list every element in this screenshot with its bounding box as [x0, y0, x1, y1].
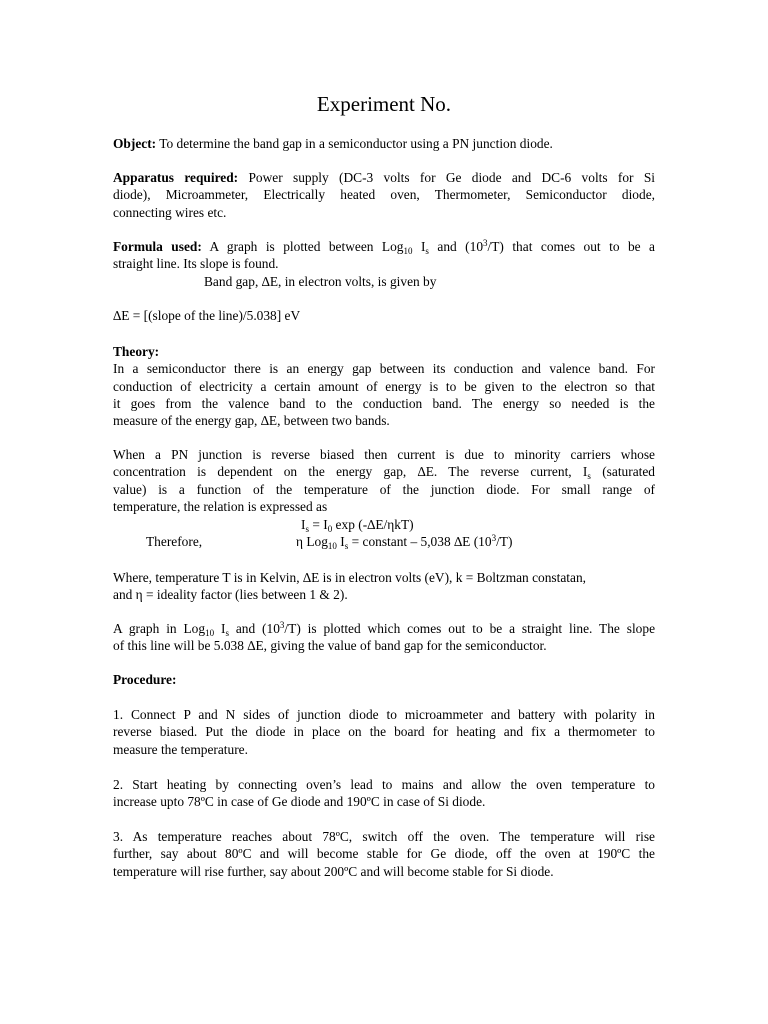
theory-heading: Theory:: [113, 344, 160, 359]
procedure-heading-block: [113, 671, 655, 688]
procedure-step-2: 2. Start heating by connecting oven’s lead to mains and allow the oven temperature to increase upto 78ºC in case of Ge diode and 190ºC in case of Si diode.: [113, 777, 655, 810]
formula-label: Formula used:: [113, 239, 202, 254]
formula-section: Formula used: A graph is plotted between Log$_{10}$ $I_s$ and $(10^3/T)$ that comes out to be a straight line. Its slope is found. Band gap, ∆E, in electron volts, is given by: [113, 238, 655, 289]
therefore-label: Therefore,: [146, 534, 203, 549]
band-gap-equation: ∆E = [(slope of the line)/5.038] eV: [113, 308, 301, 323]
band-gap-line: Band gap, ∆E, in electron volts, is given by: [204, 273, 437, 289]
apparatus-label: Apparatus required:: [113, 170, 239, 185]
apparatus-section: Apparatus required: Power supply (DC-3 volts for Ge diode and DC-6 volts for Si diode), Microammeter, Electrically heated oven, Thermometer, Semiconductor diode, connecting wires etc.: [113, 170, 656, 220]
object-label: Object:: [113, 136, 157, 151]
object-text: To determine the band gap in a semiconductor using a PN junction diode.: [156, 136, 553, 151]
procedure-step-3: 3. As temperature reaches about 78ºC, switch off the oven. The temperature will rise further, say about 80ºC and will become stable for Ge diode, off the oven at 190ºC the temperature will rise further, say about 200ºC and will become stable for Si diode.: [113, 829, 655, 879]
object-section: [113, 135, 655, 152]
theory-paragraph-3: Where, temperature T is in Kelvin, ∆E is in electron volts (eV), k = Boltzman constatan, and η = ideality factor (lies between 1 & 2).: [113, 570, 587, 603]
procedure-heading: Procedure:: [113, 672, 177, 687]
procedure-step-1: 1. Connect P and N sides of junction diode to microammeter and battery with polarity in reverse biased. Put the diode in place on the board for heating and fix a thermometer to measure the temperature.: [113, 707, 655, 757]
page-title: Experiment No.: [316, 92, 452, 116]
theory-section: Theory: In a semiconductor there is an energy gap between its conduction and valence band. For conduction of electricity a certain amount of energy is to be given to the electron so that it goes from the valence band to the conduction band. The energy so needed is the measure of the energy gap, ∆E, between two bands.: [113, 344, 655, 429]
theory-paragraph-2: When a PN junction is reverse biased then current is due to minority carriers whose concentration is dependent on the energy gap, ∆E. The reverse current, $I_s$ (saturated value) is a function of the temperature of the junction diode. For small range of temperature, the relation is expressed as: [113, 447, 655, 514]
equation-saturation-current: $I_s = I_0$ exp (-∆E/ηkT): [301, 517, 414, 534]
equation-log-current: η Log$_{10}$ $I_s$ = constant – 5,038 ∆E $(10^3/T)$: [296, 533, 513, 551]
theory-paragraph-4: A graph in Log$_{10}$ $I_s$ and $(10^3/T)$ is plotted which comes out to be a straight line. The slope of this line will be 5.038 ∆E, giving the value of band gap for the semiconductor.: [113, 620, 656, 654]
